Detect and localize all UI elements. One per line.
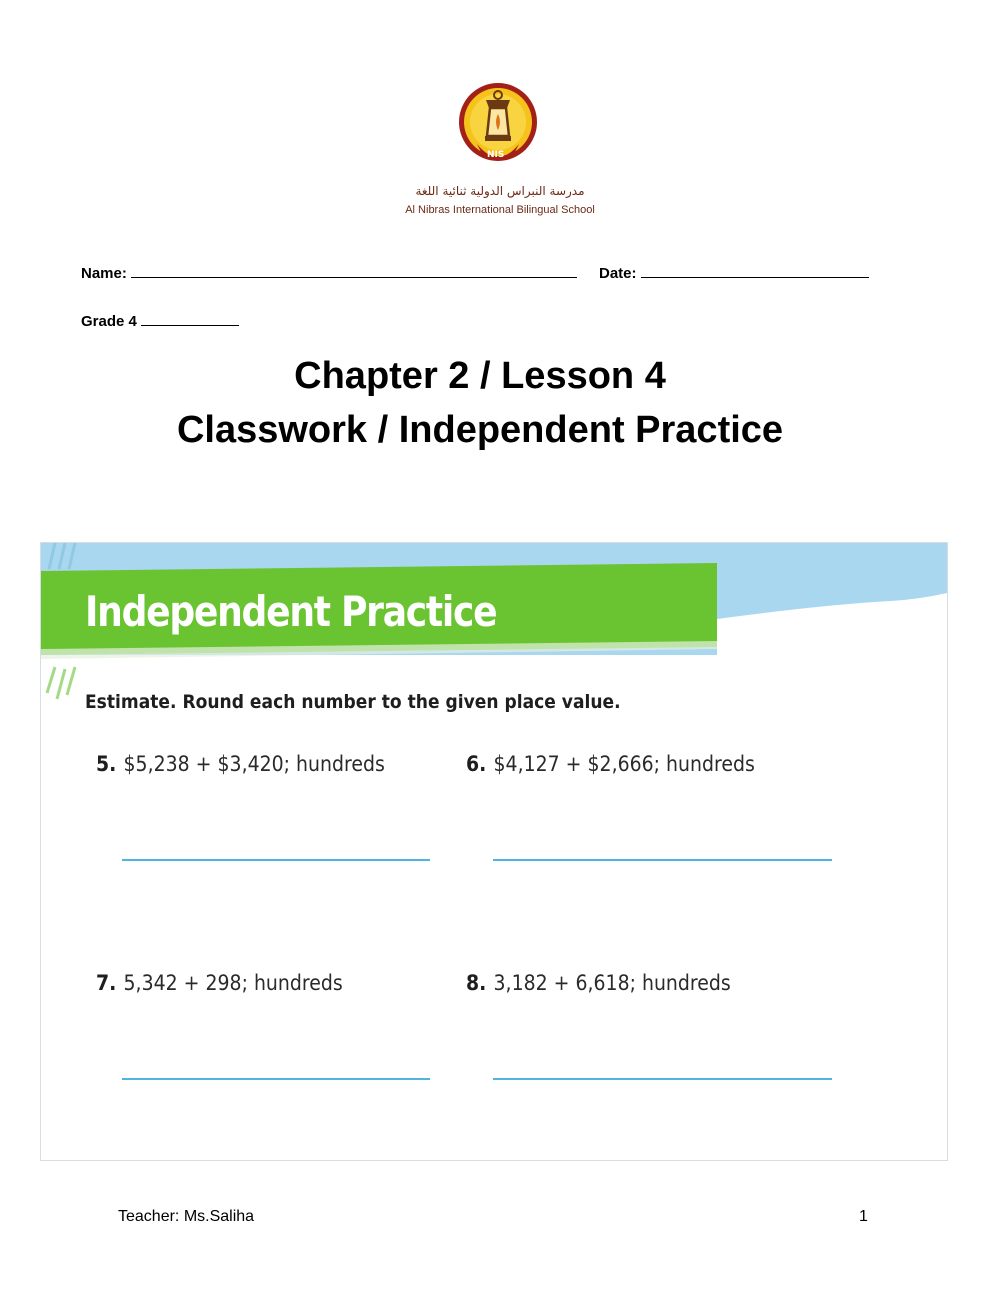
- grade-blank[interactable]: [141, 310, 239, 326]
- page-number: 1: [859, 1208, 868, 1225]
- page-subtitle: Classwork / Independent Practice: [176, 409, 784, 451]
- teacher-name: Teacher: Ms.Saliha: [118, 1208, 255, 1225]
- problem-number: 8.: [466, 971, 487, 995]
- problem-text: $4,127 + $2,666; hundreds: [493, 752, 755, 776]
- grade-field[interactable]: [81, 310, 239, 330]
- practice-banner-title: Independent Practice: [85, 587, 497, 636]
- name-label: Name:: [81, 265, 127, 282]
- grade-label: Grade 4: [81, 313, 137, 330]
- logo-text: NIS: [487, 150, 505, 160]
- school-name-english: Al Nibras International Bilingual School: [405, 204, 595, 216]
- practice-panel: [40, 542, 948, 1161]
- answer-line-5[interactable]: [122, 859, 430, 861]
- problem-8: [466, 971, 731, 995]
- problem-text: $5,238 + $3,420; hundreds: [123, 752, 385, 776]
- date-blank[interactable]: [641, 262, 869, 278]
- chapter-title: Chapter 2 / Lesson 4: [294, 355, 666, 397]
- problem-text: 5,342 + 298; hundreds: [123, 971, 343, 995]
- problem-number: 5.: [96, 752, 117, 776]
- problem-7: [96, 971, 343, 995]
- problem-6: [466, 752, 755, 776]
- name-field[interactable]: [81, 262, 577, 282]
- problem-text: 3,182 + 6,618; hundreds: [493, 971, 731, 995]
- problem-number: 7.: [96, 971, 117, 995]
- date-label: Date:: [599, 265, 637, 282]
- answer-line-6[interactable]: [493, 859, 832, 861]
- answer-line-7[interactable]: [122, 1078, 430, 1080]
- school-name-arabic: مدرسة النبراس الدولية ثنائية اللغة: [415, 184, 585, 198]
- practice-instructions: Estimate. Round each number to the given place value.: [85, 691, 621, 713]
- problem-5: [96, 752, 385, 776]
- school-logo: [455, 78, 541, 170]
- answer-line-8[interactable]: [493, 1078, 832, 1080]
- name-blank[interactable]: [131, 262, 577, 278]
- problem-number: 6.: [466, 752, 487, 776]
- date-field[interactable]: [599, 262, 869, 282]
